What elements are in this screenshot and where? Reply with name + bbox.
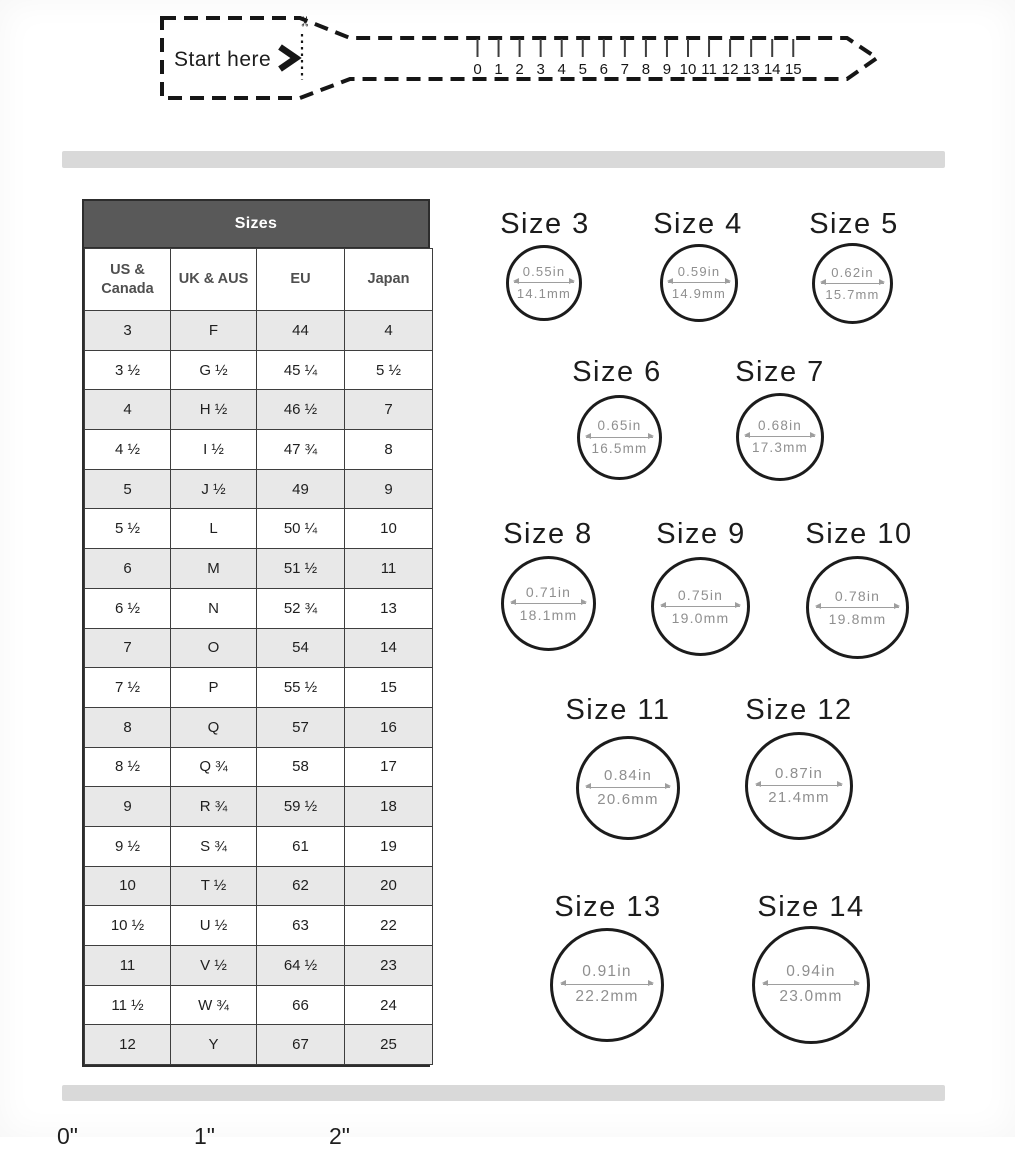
- ring-diameter-inches: 0.55in: [522, 264, 566, 280]
- table-cell: 25: [345, 1025, 433, 1065]
- table-header-row: [85, 249, 433, 311]
- table-cell: 57: [257, 707, 345, 747]
- ring-diameter-inches: 0.87in: [774, 765, 824, 782]
- ring-circle-size-11: [576, 736, 680, 840]
- table-cell: L: [171, 509, 257, 549]
- table-cell: G ½: [171, 350, 257, 390]
- table-cell: 6 ½: [85, 588, 171, 628]
- table-cell: I ½: [171, 430, 257, 470]
- table-cell: 10: [345, 509, 433, 549]
- column-header-uk-aus: UK & AUS: [171, 249, 257, 311]
- table-cell: 13: [345, 588, 433, 628]
- scissors-icon: ✂: [297, 15, 313, 27]
- ring-diameter-mm: 15.7mm: [825, 286, 880, 302]
- ring-diameter-mm: 18.1mm: [519, 606, 578, 623]
- sizer-ruler: [473, 39, 801, 78]
- ring-size-label: Size 5: [809, 208, 899, 240]
- table-cell: 58: [257, 747, 345, 787]
- ring-diameter-mm: 20.6mm: [597, 791, 659, 808]
- ring-diameter-inches: 0.94in: [786, 963, 836, 981]
- inch-ruler-label-2: 2": [329, 1123, 350, 1149]
- table-title: Sizes: [84, 201, 428, 248]
- table-cell: Q ¾: [171, 747, 257, 787]
- divider-bar-top: [62, 151, 945, 168]
- ring-diameter-inches: 0.71in: [525, 583, 572, 600]
- ring-diameter-inches: 0.59in: [677, 264, 721, 280]
- table-cell: 59 ½: [257, 787, 345, 827]
- diameter-arrow-icon: [745, 436, 815, 437]
- ring-diameter-mm: 17.3mm: [752, 440, 808, 455]
- divider-bar-bottom: [62, 1085, 945, 1101]
- ring-size-label: Size 14: [757, 891, 865, 923]
- ring-circle-size-13: [550, 928, 664, 1042]
- table-cell: 20: [345, 866, 433, 906]
- ruler-tick-label: 8: [641, 61, 651, 78]
- table-cell: 16: [345, 707, 433, 747]
- table-cell: W ¾: [171, 985, 257, 1025]
- table-cell: 5 ½: [345, 350, 433, 390]
- chevron-right-icon: [280, 47, 296, 69]
- table-cell: 8: [345, 430, 433, 470]
- table-cell: O: [171, 628, 257, 668]
- ring-circle-size-8: [501, 556, 596, 651]
- ring-circle-size-4: [660, 244, 738, 322]
- ring-circle-size-14: [752, 926, 870, 1044]
- table-cell: 4: [85, 390, 171, 430]
- ring-diameter-mm: 21.4mm: [768, 789, 830, 806]
- table-row: [85, 866, 433, 906]
- table-cell: 49: [257, 469, 345, 509]
- table-cell: 3 ½: [85, 350, 171, 390]
- ruler-tick-label: 12: [721, 61, 739, 78]
- table-row: [85, 311, 433, 351]
- table-cell: 18: [345, 787, 433, 827]
- table-cell: 5: [85, 469, 171, 509]
- ring-diameter-mm: 23.0mm: [779, 988, 843, 1005]
- table-cell: P: [171, 668, 257, 708]
- ring-sizer-strip: [0, 0, 1015, 112]
- table-cell: J ½: [171, 469, 257, 509]
- ruler-tick-label: 7: [620, 61, 630, 78]
- ring-circle-size-3: [506, 245, 582, 321]
- table-row: [85, 430, 433, 470]
- diameter-arrow-icon: [514, 282, 574, 283]
- ruler-tick-label: 10: [679, 61, 697, 78]
- table-row: [85, 906, 433, 946]
- table-cell: 10: [85, 866, 171, 906]
- table-row: [85, 946, 433, 986]
- ruler-tick-label: 13: [742, 61, 760, 78]
- start-here-label: Start here: [174, 48, 272, 71]
- ring-size-label: Size 12: [745, 694, 853, 726]
- ruler-tick-label: 15: [784, 61, 802, 78]
- table-row: [85, 390, 433, 430]
- table-row: [85, 985, 433, 1025]
- table-cell: 4 ½: [85, 430, 171, 470]
- table-cell: 15: [345, 668, 433, 708]
- ring-circle-size-7: [736, 393, 824, 481]
- table-cell: N: [171, 588, 257, 628]
- table-row: [85, 549, 433, 589]
- table-cell: R ¾: [171, 787, 257, 827]
- ring-diameter-inches: 0.75in: [677, 586, 724, 603]
- inch-ruler-label-0: 0": [57, 1123, 78, 1149]
- ruler-tick-label: 3: [536, 61, 545, 78]
- diameter-arrow-icon: [668, 282, 729, 283]
- ring-diameter-inches: 0.78in: [834, 587, 881, 604]
- table-cell: 7: [345, 390, 433, 430]
- table-cell: 12: [85, 1025, 171, 1065]
- table-cell: 8 ½: [85, 747, 171, 787]
- ring-circle-size-12: [745, 732, 853, 840]
- table-cell: U ½: [171, 906, 257, 946]
- table-row: [85, 826, 433, 866]
- table-cell: 47 ¾: [257, 430, 345, 470]
- table-cell: M: [171, 549, 257, 589]
- table-cell: 11 ½: [85, 985, 171, 1025]
- ring-circle-size-10: [806, 556, 909, 659]
- table-cell: 23: [345, 946, 433, 986]
- ruler-tick-label: 14: [763, 61, 781, 78]
- ring-circle-size-5: [812, 243, 893, 324]
- table-row: [85, 509, 433, 549]
- table-cell: V ½: [171, 946, 257, 986]
- table-row: [85, 707, 433, 747]
- table-cell: 19: [345, 826, 433, 866]
- table-cell: 17: [345, 747, 433, 787]
- ring-size-label: Size 7: [735, 356, 825, 388]
- ruler-tick-label: 11: [701, 61, 717, 78]
- ring-diameter-mm: 19.8mm: [828, 610, 887, 627]
- ring-diameter-mm: 14.1mm: [516, 286, 572, 301]
- column-header-eu: EU: [257, 249, 345, 311]
- ring-size-label: Size 3: [500, 208, 590, 240]
- table-cell: 51 ½: [257, 549, 345, 589]
- ring-diameter-inches: 0.65in: [597, 418, 642, 434]
- size-conversion-table: [82, 199, 430, 1067]
- ring-size-label: Size 11: [565, 694, 671, 726]
- diameter-arrow-icon: [561, 984, 653, 985]
- table-cell: 24: [345, 985, 433, 1025]
- ring-diameter-inches: 0.68in: [758, 417, 802, 433]
- table-cell: 67: [257, 1025, 345, 1065]
- table-cell: 11: [345, 549, 433, 589]
- ring-diameter-inches: 0.84in: [603, 767, 653, 784]
- table-cell: 61: [257, 826, 345, 866]
- ruler-tick-label: 6: [599, 61, 608, 78]
- diameter-arrow-icon: [756, 785, 843, 786]
- table-cell: 63: [257, 906, 345, 946]
- ruler-tick-label: 1: [494, 61, 503, 78]
- table-cell: 9: [85, 787, 171, 827]
- table-cell: 45 ¼: [257, 350, 345, 390]
- table-cell: 64 ½: [257, 946, 345, 986]
- table-cell: 52 ¾: [257, 588, 345, 628]
- table-row: [85, 469, 433, 509]
- table-row: [85, 628, 433, 668]
- table-cell: T ½: [171, 866, 257, 906]
- diameter-arrow-icon: [821, 283, 885, 284]
- table-row: [85, 787, 433, 827]
- table-cell: 6: [85, 549, 171, 589]
- ring-circle-size-6: [577, 395, 662, 480]
- ring-diameter-mm: 22.2mm: [575, 988, 639, 1005]
- diameter-arrow-icon: [816, 607, 898, 608]
- size-table-body: [85, 311, 433, 1065]
- ring-diameter-mm: 14.9mm: [671, 286, 727, 301]
- table-cell: 7 ½: [85, 668, 171, 708]
- diameter-arrow-icon: [586, 787, 669, 788]
- ruler-tick-label: 9: [662, 61, 672, 78]
- ring-size-label: Size 8: [503, 518, 593, 550]
- table-cell: H ½: [171, 390, 257, 430]
- table-cell: 55 ½: [257, 668, 345, 708]
- ruler-tick-label: 2: [515, 61, 524, 78]
- column-header-us-canada: US & Canada: [85, 249, 171, 311]
- inch-ruler-label-1: 1": [194, 1123, 215, 1149]
- table-cell: 46 ½: [257, 390, 345, 430]
- table-cell: 44: [257, 311, 345, 351]
- ring-size-label: Size 9: [656, 518, 746, 550]
- ring-diameter-mm: 19.0mm: [671, 609, 730, 626]
- column-header-japan: Japan: [345, 249, 433, 311]
- ring-diameter-inches: 0.62in: [831, 264, 874, 280]
- table-cell: F: [171, 311, 257, 351]
- ring-circle-size-9: [651, 557, 750, 656]
- table-cell: Y: [171, 1025, 257, 1065]
- diameter-arrow-icon: [586, 437, 653, 438]
- ring-diameter-inches: 0.91in: [582, 963, 632, 981]
- table-cell: 54: [257, 628, 345, 668]
- table-cell: 50 ¼: [257, 509, 345, 549]
- diameter-arrow-icon: [511, 603, 587, 604]
- table-cell: 8: [85, 707, 171, 747]
- table-cell: 5 ½: [85, 509, 171, 549]
- table-row: [85, 588, 433, 628]
- table-cell: 3: [85, 311, 171, 351]
- diameter-arrow-icon: [661, 606, 740, 607]
- ruler-tick-label: 5: [578, 61, 587, 78]
- table-cell: 14: [345, 628, 433, 668]
- table-cell: 4: [345, 311, 433, 351]
- table-row: [85, 668, 433, 708]
- table-cell: 10 ½: [85, 906, 171, 946]
- diameter-arrow-icon: [763, 984, 858, 985]
- table-cell: 7: [85, 628, 171, 668]
- table-cell: 11: [85, 946, 171, 986]
- ruler-tick-label: 4: [557, 61, 566, 78]
- table-cell: 22: [345, 906, 433, 946]
- table-row: [85, 350, 433, 390]
- ring-size-label: Size 10: [805, 518, 913, 550]
- table-cell: 66: [257, 985, 345, 1025]
- table-cell: S ¾: [171, 826, 257, 866]
- table-cell: 62: [257, 866, 345, 906]
- table-row: [85, 747, 433, 787]
- ruler-tick-label: 0: [473, 61, 482, 78]
- ring-size-label: Size 6: [572, 356, 662, 388]
- ring-size-label: Size 4: [653, 208, 743, 240]
- ring-diameter-mm: 16.5mm: [591, 440, 648, 456]
- table-cell: Q: [171, 707, 257, 747]
- table-cell: 9: [345, 469, 433, 509]
- table-row: [85, 1025, 433, 1065]
- table-cell: 9 ½: [85, 826, 171, 866]
- ring-size-label: Size 13: [554, 891, 662, 923]
